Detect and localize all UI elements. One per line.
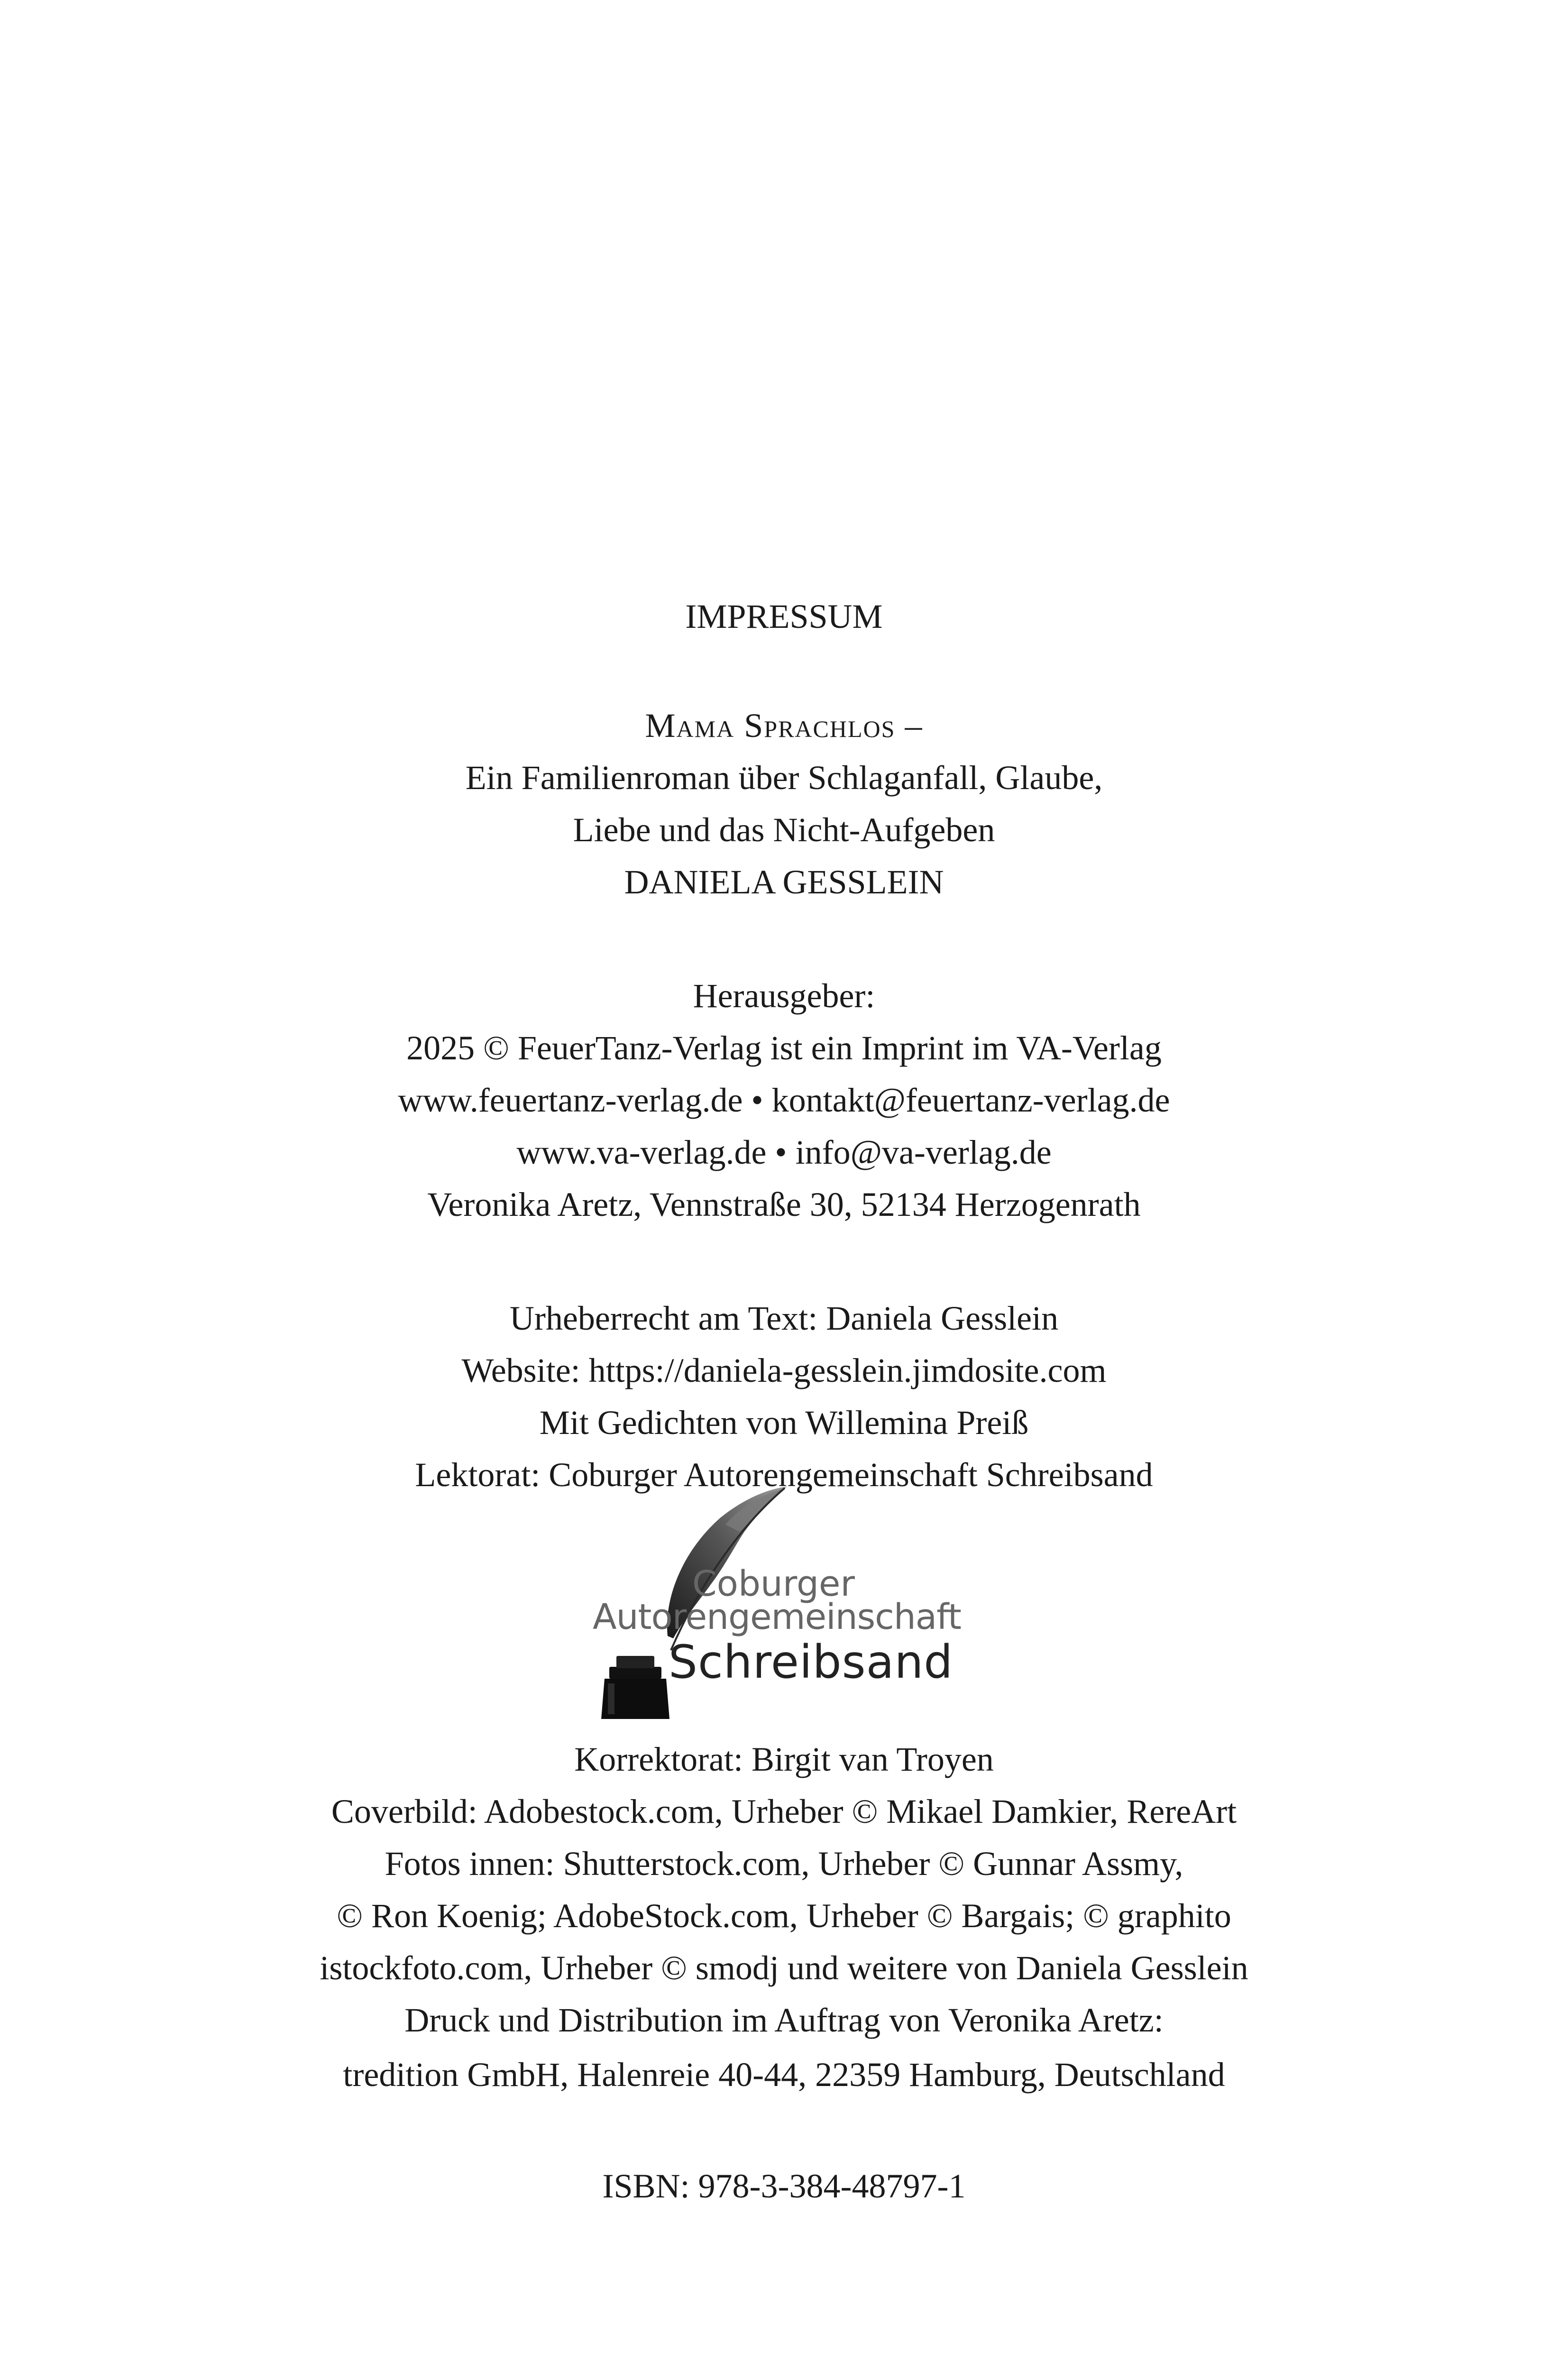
book-subtitle-line-2: Liebe und das Nicht-Aufgeben [573, 811, 995, 849]
photos-credit-line-1: Fotos innen: Shutterstock.com, Urheber © Gunnar Assmy, [385, 1845, 1183, 1883]
publisher-address: Veronika Aretz, Vennstraße 30, 52134 Herzogenrath [427, 1186, 1141, 1223]
publisher-web-contact: www.feuertanz-verlag.de • kontakt@feuertanz-verlag.de [398, 1081, 1170, 1119]
print-distribution-line-1: Druck und Distribution im Auftrag von Veronika Aretz: [404, 2001, 1164, 2039]
logo-autorengemeinschaft-text: Autorengemeinschaft [593, 1597, 961, 1637]
publisher-label: Herausgeber: [693, 977, 875, 1015]
photos-credit-line-2: © Ron Koenig; AdobeStock.com, Urheber © Bargais; © graphito [337, 1897, 1231, 1935]
book-author: DANIELA GESSLEIN [624, 863, 944, 901]
editing-credit: Lektorat: Coburger Autorengemeinschaft Schreibsand [415, 1456, 1153, 1494]
author-website: Website: https://daniela-gesslein.jimdosite.com [461, 1351, 1107, 1389]
schreibsand-logo [583, 1480, 963, 1726]
text-copyright: Urheberrecht am Text: Daniela Gesslein [509, 1299, 1059, 1337]
isbn: ISBN: 978-3-384-48797-1 [602, 2167, 966, 2205]
poems-credit: Mit Gedichten von Willemina Preiß [539, 1404, 1029, 1442]
book-title: Mama Sprachlos – [645, 707, 923, 744]
photos-credit-line-3: istockfoto.com, Urheber © smodj und weitere von Daniela Gesslein [320, 1949, 1248, 1987]
cover-credit: Coverbild: Adobestock.com, Urheber © Mikael Damkier, RereArt [331, 1792, 1237, 1830]
book-subtitle-line-1: Ein Familienroman über Schlaganfall, Glaube, [465, 759, 1103, 797]
va-verlag-web-contact: www.va-verlag.de • info@va-verlag.de [516, 1133, 1052, 1171]
proofreading-credit: Korrektorat: Birgit van Troyen [574, 1740, 994, 1778]
impressum-heading: IMPRESSUM [685, 597, 883, 635]
publisher-imprint: 2025 © FeuerTanz-Verlag ist ein Imprint im VA-Verlag [406, 1029, 1162, 1067]
logo-coburger-text: Coburger [692, 1563, 855, 1604]
print-distribution-line-2: tredition GmbH, Halenreie 40-44, 22359 Hamburg, Deutschland [343, 2056, 1225, 2094]
logo-schreibsand-text: Schreibsand [669, 1636, 954, 1689]
